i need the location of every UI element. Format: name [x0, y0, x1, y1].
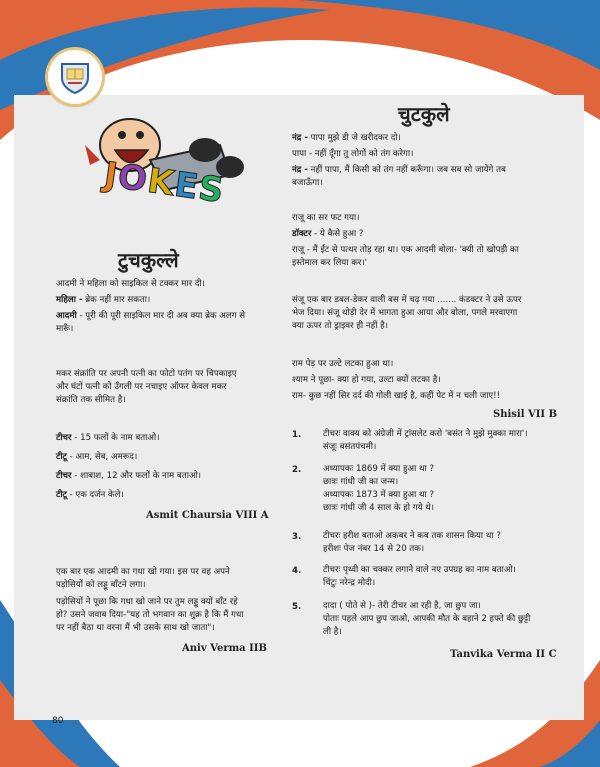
list-item-number: 1. — [292, 430, 302, 440]
crest-icon — [58, 60, 92, 94]
list-item: टीचरः पृथ्वी का चक्कर लगाने वाले नए उपग्रह का नाम बताओ। चिंटुः नरेन्द्र मोदी। — [323, 565, 516, 588]
joke-dj: नंद्र - पापा मुझे डी जे खरीदकर दो। पापा - नहीं दूँगा तु लोगों को तंग करेगा। नंद्र - नहीं पापा, मैं किसी को तंग नहीं करूँगा। जब सब सो जायेंगे तब बजाऊँगा। — [292, 133, 506, 188]
list-item-number: 5. — [292, 602, 302, 612]
list-item: टीचरः हरीश बताओ अकबर ने कब तक शासन किया था ? हरीशः पेज नंबर 14 से 20 तक। — [323, 531, 501, 554]
joke-tree: राम पेड़ पर उल्टे लटका हुआ था। श्याम ने पूछा- क्या हो गया, उल्टा क्यों लटका है। राम- कुछ नहीं सिर दर्द की गोली खाई है, कहीं पेट में न चली जाए!! — [292, 359, 501, 401]
list-item-number: 4. — [292, 566, 302, 576]
page-number: 80 — [52, 716, 64, 726]
left-title: टुचकुल्ले — [118, 248, 179, 272]
joke-head: राजू का सर फट गया। डॉक्टर - ये कैसे हुआ ? राजू - मैं ईंट से पत्थर तोड़ रहा था। एक आदमी बोला- 'क्यी तो खोपड़ी का इस्तेमाल कर लिया कर।' — [292, 213, 519, 268]
right-author-2: Tanvika Verma II C — [450, 649, 557, 660]
list-item: अध्यापकः 1869 में क्या हुआ था ? छात्रः गांधी जी का जन्म। अध्यापकः 1873 में क्या हुआ था ? छात्रः गांधी जी 4 साल के हो गये थे। — [323, 464, 435, 513]
list-item-number: 3. — [292, 532, 302, 542]
jokes-art-text: JOKES — [101, 154, 227, 212]
list-item-number: 2. — [292, 465, 302, 475]
joke-fruits: टीचर - 15 फलों के नाम बताओ। टीटू - आम, सेब, अमरूद। टीचर - शाबाश, 12 और फलों के नाम बताओ। टीटू - एक दर्जन केले। — [56, 433, 201, 500]
left-author-1: Asmit Chaursia VIII A — [146, 510, 269, 521]
joke-makar: मकर संक्रांति पर अपनी पत्नी का फोटो पतंग पर चिपकाइए और घंटों पत्नी को उँगली पर नचाइए ऑफर केवल मकर संक्रांति तक सीमित है। — [56, 369, 237, 405]
joke-cycle: आदमी ने महिला को साइकिल से टक्कर मार दी। महिला - ब्रेक नहीं मार सकता। आदमी - पूरी की पूरी साइकिल मार दी अब क्या ब्रेक अलग से मारूँ। — [56, 279, 246, 334]
left-author-2: Aniv Verma IIB — [182, 643, 267, 654]
joke-donkey: एक बार एक आदमी का गधा खो गया। इस पर वह अपने पड़ोसियों को लड्डू बाँटने लगा। पड़ोसियों ने पूछा कि गधा खो जाने पर तुम लड्डू क्यों बाँट रहे हो? उसने जवाब दिया-"यह तो भगवान का शुक्र है कि मैं गधा पर नहीं बैठा था वरना मैं भी उसके साथ खो जाता"। — [56, 567, 244, 633]
right-title: चुटकुले — [398, 102, 450, 126]
right-author-1: Shisil VII B — [493, 409, 558, 420]
joke-bus: संजू एक बार डबल-डेकर वाली बस में चढ़ गया ....... कंडक्टर ने उसे ऊपर भेज दिया। संजू थोड़ी देर में भागता हुआ आया और बोला, पगले मरवाएगा क्या ऊपर तो ड्राइवर ही नहीं है। — [292, 295, 522, 331]
list-item: दादा ( पोते से )- तेरी टीचर आ रही है, जा छुप जा। पोताः पहले आप छुप जाओ, आपकी मौत के बहाने 2 हफ्ते की छुट्टी ली है। — [323, 601, 531, 637]
list-item: टीचरः वाक्य को अंग्रेजी में ट्रांसलेट करो 'बसंत ने मुझे मुक्का मारा'। संजूः बसंतपंचमी। — [323, 429, 528, 452]
school-logo — [48, 50, 102, 104]
jokes-clipart — [70, 105, 250, 235]
